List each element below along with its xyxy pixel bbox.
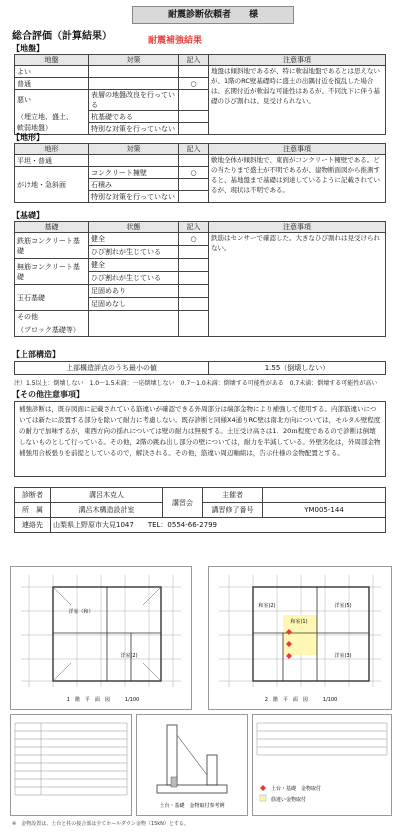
foundation-cell [89, 311, 179, 337]
ground-cell: （埋立地、盛土、 [15, 111, 89, 123]
terrain-mark [179, 155, 209, 167]
ground-mark [179, 123, 209, 135]
ground-cell: 軟弱地盤） [15, 123, 89, 135]
ground-mark [179, 90, 209, 111]
terrain-cell: コンクリート擁壁 [89, 167, 179, 179]
hold-down-marker [260, 785, 266, 791]
ground-section-label: 【地盤】 [12, 44, 44, 53]
certificate-label: 講習修了番号 [203, 503, 263, 518]
ground-cell: 悪い [15, 90, 89, 111]
terrain-note: 敷地全体が傾斜地で、東面がコンクリート擁壁である。どの当たりまで盛土が不明であるが、建物断面図から推測すると、基地盤まで基礎は到達しているように記載されているが、現状は不明である。 [209, 155, 386, 203]
room-label: 和室(1) [290, 619, 308, 625]
terrain-header-2: 対策 [89, 144, 179, 155]
room-label: 洋室(2) [120, 653, 138, 659]
foundation-cell: 鉄筋コンクリート基礎 [15, 233, 89, 259]
section-detail-graphic [137, 715, 247, 815]
terrain-header-1: 地形 [15, 144, 89, 155]
foundation-header-2: 状態 [89, 222, 179, 233]
other-notes-text: 補強診断は，既存図面に記載されている筋違いが確認できる外周部分は端部金物により補強して使用する。内部筋違いについては新たに設置する部分を除いて耐力に考慮しない。既存診断と同様X4通りRC壁は南北方向については，モルタル壁程度の耐力で加味するが，東西方向の揺れについては壁の耐力は無視する。土圧受け高さは1．20ｍ程度であるので診断は倒壊しないものとして行っている。その他，2階の跳ね出し部分の壁については，耐力を半減している。外壁劣化は，外周部金物補強用合板張りを前提としているので，解決される。その他，筋違い周辺軸組は，告示仕様の金物配置とする。 [14, 401, 386, 477]
ground-table [14, 54, 386, 135]
terrain-cell: 特別な対策を行っていない [89, 191, 179, 203]
second-floor-plan [208, 566, 392, 710]
inspector-name: 溝呂木克人 [51, 488, 163, 503]
foundation-mark [179, 285, 209, 298]
foundation-mark: ○ [179, 233, 209, 246]
ground-cell: 特別な対策を行っていない [89, 123, 179, 135]
ground-header-4: 注意事項 [209, 55, 386, 66]
ground-cell: よい [15, 66, 89, 78]
foundation-cell: 足固めなし [89, 298, 179, 311]
ground-mark [179, 66, 209, 78]
foundation-note: 鉄筋はセンサーで確認した。大きなひび割れは見受けられない。 [209, 233, 386, 337]
report-title: 耐震診断依頼者 様 [132, 6, 294, 24]
foundation-header-3: 記入 [179, 222, 209, 233]
ground-header-2: 対策 [89, 55, 179, 66]
legend-table-graphic [11, 715, 131, 815]
terrain-table [14, 143, 386, 203]
foundation-cell: 健全 [89, 259, 179, 272]
terrain-header-4: 注意事項 [209, 144, 386, 155]
foundation-cell: （ブロック基礎等） [15, 324, 89, 337]
section-caption: 土台・基礎 金物取付参考例 [159, 803, 225, 809]
foundation-cell: 玉石基礎 [15, 285, 89, 311]
foundation-mark [179, 259, 209, 272]
contact-label: 連絡先 [15, 518, 51, 533]
foundation-cell: 健全 [89, 233, 179, 246]
first-floor-plan [10, 566, 192, 710]
legend-table-drawing [10, 714, 132, 816]
inspector-table [14, 487, 386, 533]
section-detail-drawing [136, 714, 248, 816]
foundation-cell: ひび割れが生じている [89, 246, 179, 259]
terrain-cell: がけ地・急斜面 [15, 167, 89, 203]
legend-brace-label: 筋違い金物取付 [271, 797, 307, 803]
ground-note: 地盤は傾斜地であるが、特に軟弱地盤であるとは思えないが、1階のRC壁基礎時に盛土の出隅付近を撹乱した場合は、玄関付近が軟弱な可能性はあるが、不同沈下に伴う基礎のひび割れは、見受けられない。 [209, 66, 386, 135]
foundation-mark [179, 298, 209, 311]
room-label: 洋室(5) [334, 603, 352, 609]
terrain-mark [179, 179, 209, 191]
foundation-cell: ひび割れが生じている [89, 272, 179, 285]
ground-header-3: 記入 [179, 55, 209, 66]
foundation-mark [179, 311, 209, 337]
organizer-label: 主催者 [203, 488, 263, 503]
reinforcement-result-title: 耐震補強結果 [148, 36, 203, 46]
drawing-footnote: ※ 金物設置は、土台と柱の接合部は全てホールダウン金物（15kN）とする。 [12, 821, 189, 827]
foundation-header-1: 基礎 [15, 222, 89, 233]
ground-mark: ○ [179, 78, 209, 90]
ground-header-1: 地盤 [15, 55, 89, 66]
affiliation-value: 溝呂木構造設計室 [51, 503, 163, 518]
room-label: 和室(2) [258, 603, 276, 609]
terrain-cell [89, 155, 179, 167]
contact-value: 山梨県上野原市大見1047 TEL：0554-66-2799 [51, 518, 386, 533]
foundation-cell: 足固めあり [89, 285, 179, 298]
foundation-section-label: 【基礎】 [12, 211, 44, 220]
first-floor-caption: 1 階 平 面 図 1/100 [66, 697, 140, 703]
room-label: 洋室（和） [68, 609, 94, 615]
foundation-header-4: 注意事項 [209, 222, 386, 233]
terrain-cell: 平坦・普通 [15, 155, 89, 167]
foundation-table [14, 221, 386, 337]
legend-hd-label: 土台・基礎 金物取付 [271, 786, 322, 792]
terrain-mark: ○ [179, 167, 209, 179]
terrain-mark [179, 191, 209, 203]
foundation-cell: 無筋コンクリート基礎 [15, 259, 89, 285]
ground-cell: 普通 [15, 78, 89, 90]
second-floor-caption: 2 階 平 面 図 1/100 [264, 697, 338, 703]
ground-cell [89, 66, 179, 78]
legend-key-graphic [253, 715, 391, 815]
first-floor-plan-graphic [11, 567, 191, 709]
ground-cell: 杭基礎である [89, 111, 179, 123]
certificate-value: YM005-144 [263, 503, 386, 518]
second-floor-plan-graphic [209, 567, 391, 709]
seminar-label: 講習会 [163, 488, 203, 518]
upper-section-label: 【上部構造】 [12, 350, 60, 359]
legend-key-drawing [252, 714, 392, 816]
terrain-section-label: 【地形】 [12, 133, 44, 142]
upper-min-label: 上部構造評点のうち最小の値 [15, 362, 209, 375]
upper-table [14, 361, 386, 375]
inspector-label: 診断者 [15, 488, 51, 503]
foundation-mark [179, 272, 209, 285]
upper-min-value: 1.55（倒壊しない） [209, 362, 386, 375]
ground-cell: 表層の地盤改良を行っている [89, 90, 179, 111]
terrain-cell: 石積み [89, 179, 179, 191]
room-label: 洋室(3) [334, 653, 352, 659]
ground-mark [179, 111, 209, 123]
upper-criteria-note: 注）1.5以上：倒壊しない 1.0〜1.5未満：一応倒壊しない 0.7〜1.0未満：倒壊する可能性がある 0.7未満：倒壊する可能性が高い [14, 380, 378, 387]
foundation-cell: その他 [15, 311, 89, 324]
organizer-value [263, 488, 386, 503]
brace-marker [260, 795, 266, 801]
ground-cell [89, 78, 179, 90]
affiliation-label: 所 属 [15, 503, 51, 518]
other-section-label: 【その他注意事項】 [12, 390, 84, 399]
overall-section-title: 総合評価（計算結果） [12, 31, 112, 42]
terrain-header-3: 記入 [179, 144, 209, 155]
foundation-mark [179, 246, 209, 259]
